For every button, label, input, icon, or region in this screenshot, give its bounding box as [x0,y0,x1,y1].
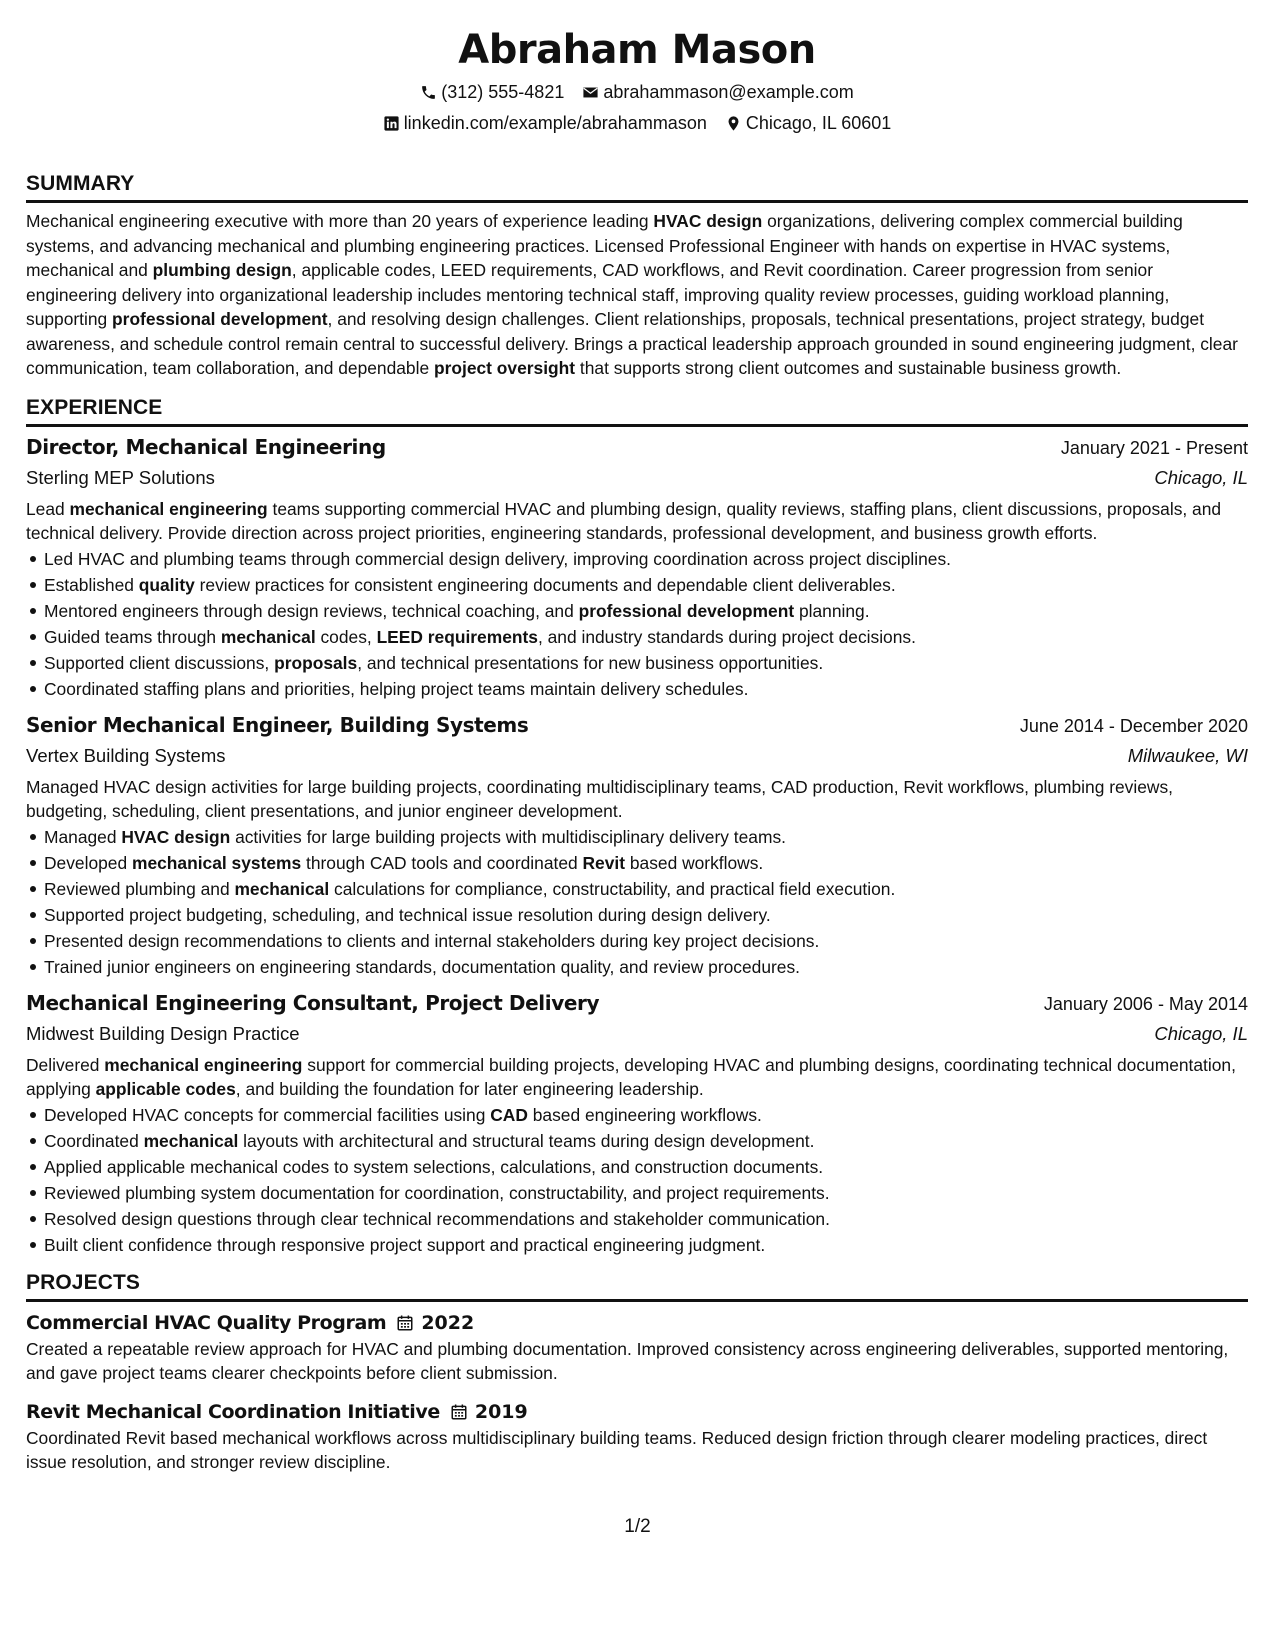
bold-keyword: mechanical [143,1130,239,1151]
list-item [44,850,1248,876]
job-description [26,775,1248,824]
job-title: Mechanical Engineering Consultant, Project Delivery [26,990,600,1015]
bold-keyword: mechanical engineering [104,1054,303,1075]
experience-list [26,432,1248,1258]
envelope-icon [582,84,599,101]
project-date [396,1312,474,1334]
job-bullets [26,1102,1248,1258]
company-name: Vertex Building Systems [26,744,226,766]
contact-line-1 [26,80,1248,104]
text-segment: Supported client discussions, [44,652,275,673]
list-item [44,824,1248,850]
resume-page [26,0,1248,1475]
project-date [450,1401,528,1423]
text-segment: Applied applicable mechanical codes to system selections, calculations, and construction documents. [44,1156,824,1177]
bold-keyword: proposals [274,652,358,673]
job-dates: June 2014 - December 2020 [1019,715,1248,736]
calendar-icon [450,1403,468,1421]
bold-keyword: mechanical systems [131,852,302,873]
project-year: 2019 [474,1400,528,1423]
experience-heading: EXPERIENCE [26,395,1248,427]
bold-keyword: LEED requirements [376,626,538,647]
text-segment: calculations for compliance, constructability, and practical field execution. [329,878,896,899]
linkedin-contact[interactable] [383,111,707,135]
text-segment: Reviewed plumbing system documentation for coordination, constructability, and project requirements. [44,1182,830,1203]
job-entry [26,710,1248,980]
job-entry [26,432,1248,702]
job-dates: January 2006 - May 2014 [1043,993,1248,1014]
list-item [44,598,1248,624]
text-segment: review practices for consistent engineering documents and dependable client deliverables. [194,574,896,595]
project-description: Created a repeatable review approach for HVAC and plumbing documentation. Improved consistency across engineering deliverables, supported mentoring, and gave project teams clearer checkpoints before client submission. [26,1338,1229,1383]
text-segment: layouts with architectural and structural teams during design development. [238,1130,815,1151]
text-segment: , and industry standards during project decisions. [537,626,916,647]
text-segment: Trained junior engineers on engineering standards, documentation quality, and review procedures. [44,956,800,977]
list-item [44,1128,1248,1154]
job-title: Director, Mechanical Engineering [26,434,386,459]
bold-keyword: CAD [490,1104,528,1125]
location-text: Chicago, IL 60601 [745,113,892,133]
text-segment: Mentored engineers through design reviews, technical coaching, and [44,600,579,621]
projects-heading: PROJECTS [26,1270,1248,1302]
list-item [44,954,1248,980]
list-item [44,546,1248,572]
job-company-row [26,741,1248,771]
bold-keyword: professional development [578,600,795,621]
text-segment: based engineering workflows. [527,1104,762,1125]
bold-keyword: mechanical [220,626,316,647]
text-segment: Established [44,574,139,595]
project-title: Revit Mechanical Coordination Initiative [26,1400,440,1423]
bold-keyword: mechanical [234,878,330,899]
job-bullets [26,546,1248,702]
list-item [44,1232,1248,1258]
bold-keyword: applicable codes [95,1079,236,1099]
list-item [44,1180,1248,1206]
text-segment: Built client confidence through responsive project support and practical engineering judgment. [44,1234,766,1255]
job-header-row [26,710,1248,741]
text-segment: , and technical presentations for new business opportunities. [357,652,824,673]
text-segment: Led HVAC and plumbing teams through commercial design delivery, improving coordination across project disciplines. [44,548,952,569]
job-title: Senior Mechanical Engineer, Building Systems [26,712,529,737]
bold-keyword: Revit [582,852,626,873]
text-segment: based workflows. [625,852,764,873]
text-segment: Delivered [26,1054,105,1075]
job-entry [26,988,1248,1258]
email-address[interactable]: abrahammason@example.com [603,82,854,102]
text-segment: , applicable codes, LEED requirements, CAD workflows, and Revit coordination. Career progression from senior engineering delivery into organizational leadership includes mentoring technical staff, improving quality review processes, guiding workload planning, supporting [26,260,1170,329]
text-segment: Supported project budgeting, scheduling, and technical issue resolution during design delivery. [44,904,771,925]
calendar-icon [396,1314,414,1332]
projects-list [26,1309,1248,1475]
text-segment: Managed HVAC design activities for large building projects, coordinating multidisciplinary teams, CAD production, Revit workflows, plumbing reviews, budgeting, scheduling, client presentations, and junior engineer development. [26,776,1174,821]
text-segment: Reviewed plumbing and [44,878,235,899]
text-segment: that supports strong client outcomes and sustainable business growth. [575,358,1122,378]
bold-keyword: quality [138,574,195,595]
company-name: Sterling MEP Solutions [26,466,215,488]
phone-icon [420,84,437,101]
list-item [44,572,1248,598]
text-segment: codes, [315,626,377,647]
list-item [44,1102,1248,1128]
text-segment: Lead [26,498,70,519]
contact-line-2 [26,111,1248,135]
bold-keyword: professional development [112,309,328,329]
job-bullets [26,824,1248,980]
summary-heading: SUMMARY [26,171,1248,203]
project-year: 2022 [421,1311,475,1334]
job-header-row [26,988,1248,1019]
text-segment: , and resolving design challenges. Client relationships, proposals, technical presentations, project strategy, budget awareness, and schedule control remain central to successful delivery. Brings a practical leadership approach grounded in sound engineering judgment, clear communication, team collaboration, and dependable [26,309,1238,378]
phone-number: (312) 555-4821 [441,82,565,102]
text-segment: Mechanical engineering executive with more than 20 years of experience leading [26,211,654,231]
text-segment: teams supporting commercial HVAC and plumbing design, quality reviews, staffing plans, client discussions, proposals, and technical delivery. Provide direction across project priorities, engineering standards, professional development, and business growth efforts. [26,498,1222,543]
candidate-name: Abraham Mason [458,27,816,73]
list-item [44,676,1248,702]
text-segment: organizations, delivering complex commercial building systems, and advancing mechanical and plumbing engineering practices. Licensed Professional Engineer with hands on expertise in HVAC systems, mechanical and [26,211,1183,280]
job-header-row [26,432,1248,463]
text-segment: Resolved design questions through clear technical recommendations and stakeholder communication. [44,1208,830,1229]
text-segment: , and building the foundation for later engineering leadership. [235,1079,704,1099]
bold-keyword: plumbing design [152,260,292,280]
job-company-row [26,1019,1248,1049]
linkedin-icon [383,115,400,132]
project-description: Coordinated Revit based mechanical workflows across multidisciplinary building teams. Reduced design friction through clearer modeling practices, direct issue resolution, and stronger review discipline. [26,1427,1208,1472]
text-segment: Managed [44,826,122,847]
job-company-row [26,463,1248,493]
project-header-row [26,1398,1248,1426]
project-entry [26,1398,1248,1475]
list-item [44,1206,1248,1232]
summary-text [26,209,1248,381]
phone-contact [420,80,564,104]
list-item [44,876,1248,902]
linkedin-url[interactable]: linkedin.com/example/abrahammason [403,113,707,133]
project-entry [26,1309,1248,1386]
text-segment: Presented design recommendations to clients and internal stakeholders during key project decisions. [44,930,820,951]
text-segment: Coordinated [44,1130,144,1151]
text-segment: through CAD tools and coordinated [301,852,583,873]
map-pin-icon [725,115,742,132]
location-contact [725,111,891,135]
bold-keyword: HVAC design [121,826,231,847]
text-segment: planning. [794,600,870,621]
text-segment: support for commercial building projects, developing HVAC and plumbing designs, coordinating technical documentation, applying [26,1054,1236,1099]
job-description [26,1053,1248,1102]
text-segment: Developed [44,852,132,873]
project-title: Commercial HVAC Quality Program [26,1311,387,1334]
text-segment: Guided teams through [44,626,221,647]
job-location: Chicago, IL [1154,1022,1248,1044]
job-location: Milwaukee, WI [1127,744,1248,766]
text-segment: Developed HVAC concepts for commercial facilities using [44,1104,491,1125]
company-name: Midwest Building Design Practice [26,1022,300,1044]
text-segment: Coordinated staffing plans and priorities, helping project teams maintain delivery schedules. [44,678,749,699]
bold-keyword: project oversight [433,358,576,378]
project-header-row [26,1309,1248,1337]
page-number: 1/2 [624,1516,651,1537]
job-dates: January 2021 - Present [1060,437,1248,458]
list-item [44,650,1248,676]
list-item [44,902,1248,928]
text-segment: activities for large building projects with multidisciplinary delivery teams. [230,826,786,847]
list-item [44,928,1248,954]
job-description [26,497,1248,546]
email-contact[interactable] [582,80,853,104]
list-item [44,624,1248,650]
list-item [44,1154,1248,1180]
job-location: Chicago, IL [1154,466,1248,488]
bold-keyword: HVAC design [653,211,763,231]
bold-keyword: mechanical engineering [69,498,268,519]
